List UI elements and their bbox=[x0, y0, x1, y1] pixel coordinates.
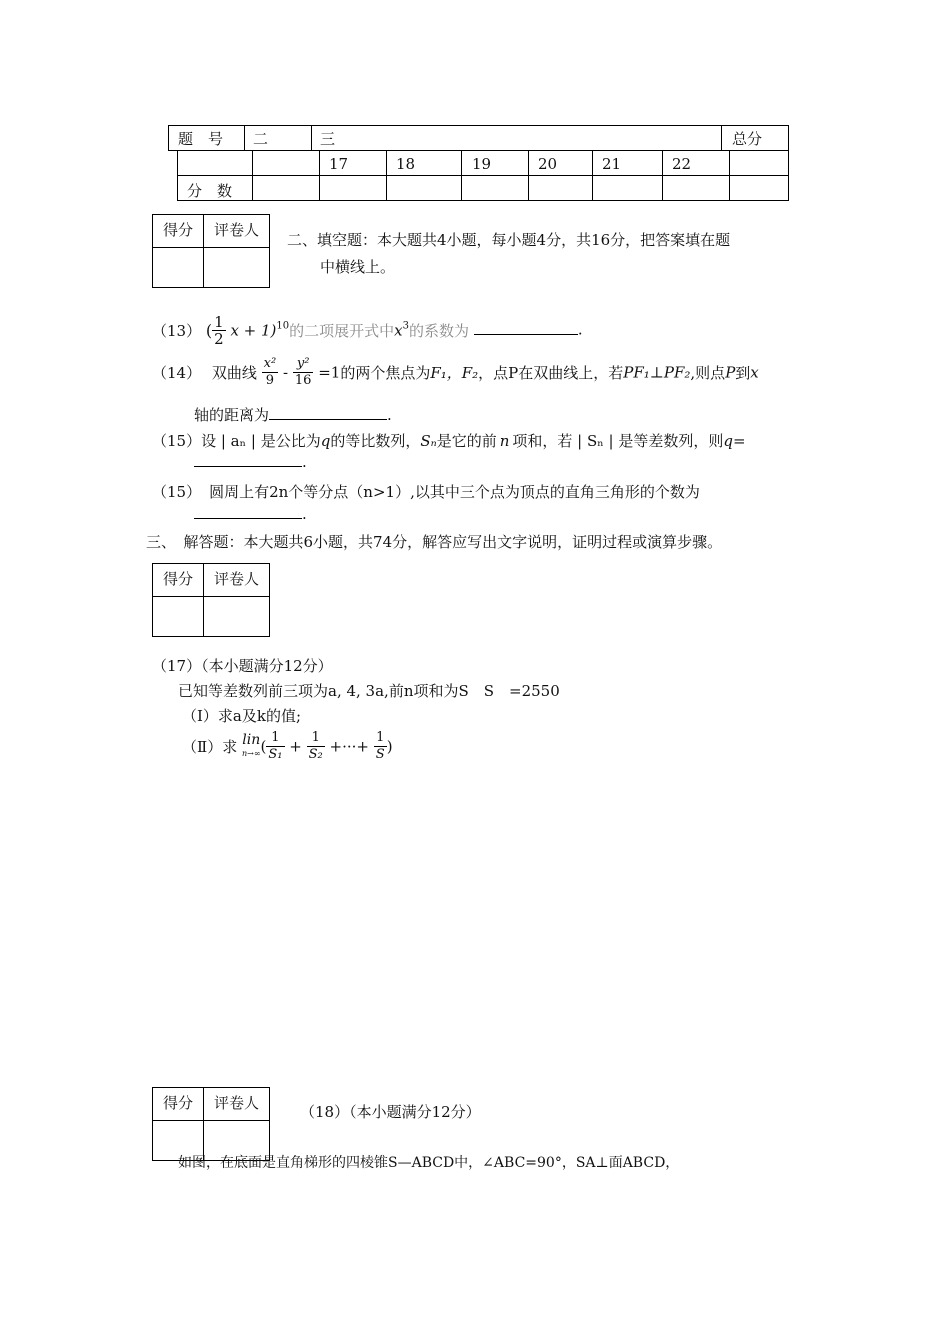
table-cell-q18: 18 bbox=[396, 155, 416, 173]
q14-p: P bbox=[725, 363, 736, 382]
q13-text: 的二项展开式中 bbox=[289, 322, 395, 340]
table-cell-q19: 19 bbox=[472, 155, 492, 173]
q17-term1: $\frac{1}{\text{S₁}}$ bbox=[268, 730, 283, 762]
q15a-q2: q= bbox=[723, 432, 746, 450]
q14-condition: PF₁⊥PF₂ bbox=[623, 363, 691, 382]
section3-heading: 三、 解答题：本大题共6小题，共74分，解答应写出文字说明，证明过程或演算步骤。 bbox=[146, 533, 723, 551]
table-cell-q20: 20 bbox=[538, 155, 558, 173]
q17-part1: （Ⅰ）求a及k的值; bbox=[182, 707, 302, 725]
table-cell-score-label: 分 数 bbox=[187, 182, 233, 200]
q17-part2-pre: （Ⅱ）求 bbox=[182, 738, 238, 756]
q14-eq: =1 bbox=[318, 363, 341, 382]
grade-box-grader-label: 评卷人 bbox=[203, 1088, 270, 1121]
q15a-q: q bbox=[320, 432, 331, 450]
section2-heading-cont: 中横线上。 bbox=[320, 258, 396, 276]
grade-box bbox=[152, 563, 270, 637]
q17-line1: 已知等差数列前三项为a, 4, 3a,前n项和为S S =2550 bbox=[178, 682, 560, 700]
q14-text3: ,则点 bbox=[690, 364, 726, 382]
q14-foci: F₁，F₂ bbox=[430, 364, 479, 382]
q13-var: x bbox=[394, 321, 403, 340]
q15a-answer-blank[interactable] bbox=[194, 452, 302, 467]
q14-x: x bbox=[750, 363, 759, 382]
q13-text2: 的系数为 bbox=[409, 322, 470, 340]
q14-text4: 到 bbox=[735, 364, 751, 382]
q17-title: （17）（本小题满分12分） bbox=[152, 657, 333, 675]
q13-answer-blank[interactable] bbox=[474, 320, 578, 335]
grade-box bbox=[152, 214, 270, 288]
q17-part2: （Ⅱ）求 lin n→∞ ( $\frac{1}{\text{S₁}}$ + $\frac{1}{\text{S₂}}$ +···+ $\frac{1}{S}$ ) bbox=[182, 730, 393, 762]
grade-box bbox=[152, 1087, 270, 1161]
q13-expr: x + 1) bbox=[230, 321, 277, 340]
q17-term3: $\frac{1}{S}$ bbox=[375, 730, 385, 762]
q13-var-power: 3 bbox=[402, 320, 410, 332]
q15a-text3: 是它的前 bbox=[436, 432, 497, 450]
q14-line2-text: 轴的距离为 bbox=[194, 406, 270, 424]
table-cell-section2: 二 bbox=[253, 130, 269, 148]
q15a-text2: 的等比数列， bbox=[330, 432, 421, 450]
q14-text2: ，点P在双曲线上，若 bbox=[478, 364, 624, 382]
question-15a-line2 bbox=[194, 452, 307, 471]
question-14 bbox=[152, 356, 759, 400]
table-cell-q21: 21 bbox=[602, 155, 622, 173]
q14-minus: - bbox=[283, 363, 289, 382]
question-15b-line2 bbox=[194, 504, 307, 523]
grade-box-score-label: 得分 bbox=[153, 1088, 203, 1121]
table-cell-question-label: 题 号 bbox=[178, 130, 224, 148]
q15a-number: （15） bbox=[152, 432, 202, 450]
question-15b bbox=[152, 481, 700, 502]
q14-number: （14） bbox=[152, 364, 202, 382]
q15b-number: （15） bbox=[152, 483, 202, 501]
q17-term2: $\frac{1}{\text{S₂}}$ bbox=[308, 730, 323, 762]
q13-fraction: $\frac{1}{2}$ bbox=[214, 313, 224, 348]
table-cell-q22: 22 bbox=[672, 155, 692, 173]
q17-dots: +···+ bbox=[329, 737, 369, 756]
q15a-s: Sₙ bbox=[420, 432, 437, 450]
table-cell-total: 总分 bbox=[732, 130, 763, 148]
q13-power: 10 bbox=[276, 320, 290, 332]
grade-box-score-label: 得分 bbox=[153, 215, 203, 248]
q14-text: 的两个焦点为 bbox=[340, 364, 431, 382]
q15a-end: . bbox=[302, 453, 307, 471]
q13-end: . bbox=[577, 320, 583, 339]
question-14-line2 bbox=[194, 404, 392, 425]
section2-heading: 二、填空题：本大题共4小题，每小题4分，共16分，把答案填在题 bbox=[287, 231, 731, 249]
q15a-text: 设 | aₙ | 是公比为 bbox=[201, 432, 321, 450]
q17-limit: lin n→∞ bbox=[241, 731, 261, 758]
q15b-answer-blank[interactable] bbox=[194, 504, 302, 519]
grade-box-score-label: 得分 bbox=[153, 564, 203, 597]
q15b-end: . bbox=[302, 505, 307, 523]
table-cell-section3: 三 bbox=[320, 130, 336, 148]
q14-fraction-x: $\frac{\text{x²}}{9}$ bbox=[263, 356, 277, 388]
q15a-n: n bbox=[499, 432, 510, 450]
q15b-text: 圆周上有2n个等分点（n>1）,以其中三个点为顶点的直角三角形的个数为 bbox=[209, 483, 700, 501]
grade-box-grader-label: 评卷人 bbox=[203, 215, 270, 248]
q13-number: （13） bbox=[152, 322, 202, 340]
q15a-text4: 项和，若 | Sₙ | 是等差数列，则 bbox=[512, 432, 724, 450]
q14-answer-blank[interactable] bbox=[269, 405, 387, 420]
grade-box-grader-label: 评卷人 bbox=[203, 564, 270, 597]
q18-title: （18）（本小题满分12分） bbox=[300, 1103, 481, 1121]
q14-pre: 双曲线 bbox=[211, 364, 257, 382]
table-cell-q17: 17 bbox=[329, 155, 349, 173]
q14-fraction-y: $\frac{\text{y²}}{16}$ bbox=[294, 356, 312, 388]
question-15a bbox=[152, 430, 746, 451]
q14-end: . bbox=[387, 406, 392, 424]
q17-plus: + bbox=[289, 737, 302, 756]
q18-line1: 如图，在底面是直角梯形的四棱锥S—ABCD中，∠ABC=90°，SA⊥面ABCD， bbox=[178, 1155, 680, 1171]
question-13: （13） ( $\frac{1}{2}$ x + 1)$^{10}$的二项展开式中$x^3$的系数为 . bbox=[152, 313, 583, 348]
